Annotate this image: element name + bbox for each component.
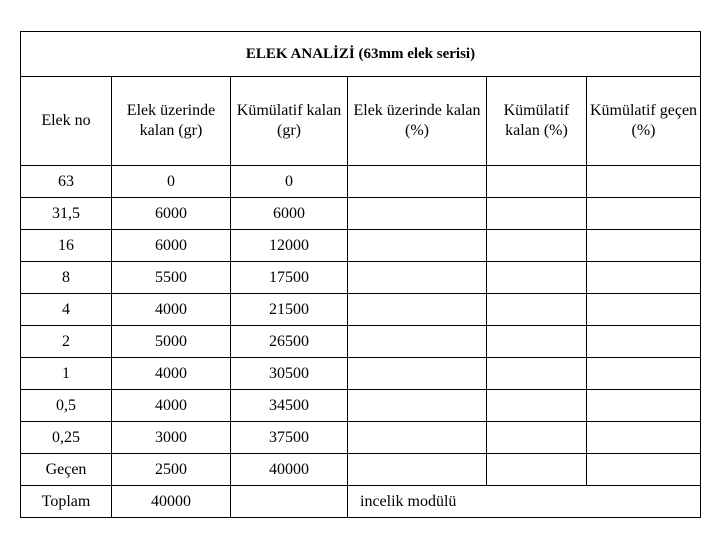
header-cumulative-passing-pct: Kümülatif geçen (%) [587,77,701,166]
cell-cumulative: 30500 [231,358,348,390]
cell-cumulative-pct [487,198,587,230]
cell-retained-pct [348,198,487,230]
table-row [21,454,701,486]
cell-sieve: 0,5 [21,390,112,422]
header-retained-pct: Elek üzerinde kalan (%) [348,77,487,166]
cell-cumulative: 37500 [231,422,348,454]
cell-retained-pct [348,358,487,390]
cell-retained: 0 [112,166,231,198]
cell-sieve: Geçen [21,454,112,486]
total-retained: 40000 [112,486,231,518]
cell-cumulative-pct [487,390,587,422]
cell-passing-pct [587,198,701,230]
cell-passing-pct [587,262,701,294]
cell-sieve: 1 [21,358,112,390]
cell-retained-pct [348,294,487,326]
cell-cumulative: 40000 [231,454,348,486]
table-row [21,422,701,454]
cell-retained: 4000 [112,294,231,326]
table-title: ELEK ANALİZİ (63mm elek serisi) [21,32,701,77]
cell-passing-pct [587,390,701,422]
cell-retained: 4000 [112,358,231,390]
fineness-modulus-label: incelik modülü [348,486,701,518]
cell-cumulative-pct [487,262,587,294]
cell-cumulative-pct [487,326,587,358]
cell-sieve: 2 [21,326,112,358]
cell-cumulative-pct [487,294,587,326]
cell-cumulative-pct [487,358,587,390]
cell-retained: 2500 [112,454,231,486]
table-row [21,358,701,390]
table-row [21,198,701,230]
cell-retained-pct [348,326,487,358]
cell-cumulative: 17500 [231,262,348,294]
cell-sieve: 8 [21,262,112,294]
sieve-analysis-table [20,31,701,518]
cell-retained-pct [348,262,487,294]
total-row [21,486,701,518]
table-row [21,230,701,262]
header-retained-gr: Elek üzerinde kalan (gr) [112,77,231,166]
cell-retained: 3000 [112,422,231,454]
table-row [21,390,701,422]
table-row [21,326,701,358]
cell-retained: 5000 [112,326,231,358]
table-row [21,294,701,326]
cell-passing-pct [587,422,701,454]
cell-sieve: 4 [21,294,112,326]
cell-cumulative: 21500 [231,294,348,326]
total-cumulative-empty [231,486,348,518]
cell-cumulative-pct [487,230,587,262]
cell-passing-pct [587,294,701,326]
cell-retained-pct [348,390,487,422]
cell-sieve: 63 [21,166,112,198]
cell-sieve: 31,5 [21,198,112,230]
cell-cumulative-pct [487,422,587,454]
cell-passing-pct [587,454,701,486]
table-row [21,262,701,294]
cell-sieve: 16 [21,230,112,262]
cell-retained: 6000 [112,230,231,262]
cell-passing-pct [587,326,701,358]
cell-passing-pct [587,230,701,262]
header-sieve-no: Elek no [21,77,112,166]
table-row [21,166,701,198]
cell-sieve: 0,25 [21,422,112,454]
cell-cumulative: 6000 [231,198,348,230]
cell-cumulative: 12000 [231,230,348,262]
cell-cumulative: 26500 [231,326,348,358]
total-label: Toplam [21,486,112,518]
cell-cumulative-pct [487,166,587,198]
header-row [21,77,701,166]
cell-passing-pct [587,166,701,198]
cell-retained-pct [348,422,487,454]
header-cumulative-gr: Kümülatif kalan (gr) [231,77,348,166]
header-cumulative-retained-pct: Kümülatif kalan (%) [487,77,587,166]
cell-passing-pct [587,358,701,390]
cell-cumulative: 0 [231,166,348,198]
cell-cumulative-pct [487,454,587,486]
cell-retained-pct [348,230,487,262]
cell-retained-pct [348,166,487,198]
cell-retained: 6000 [112,198,231,230]
cell-retained: 5500 [112,262,231,294]
cell-cumulative: 34500 [231,390,348,422]
title-row [21,32,701,77]
cell-retained-pct [348,454,487,486]
cell-retained: 4000 [112,390,231,422]
